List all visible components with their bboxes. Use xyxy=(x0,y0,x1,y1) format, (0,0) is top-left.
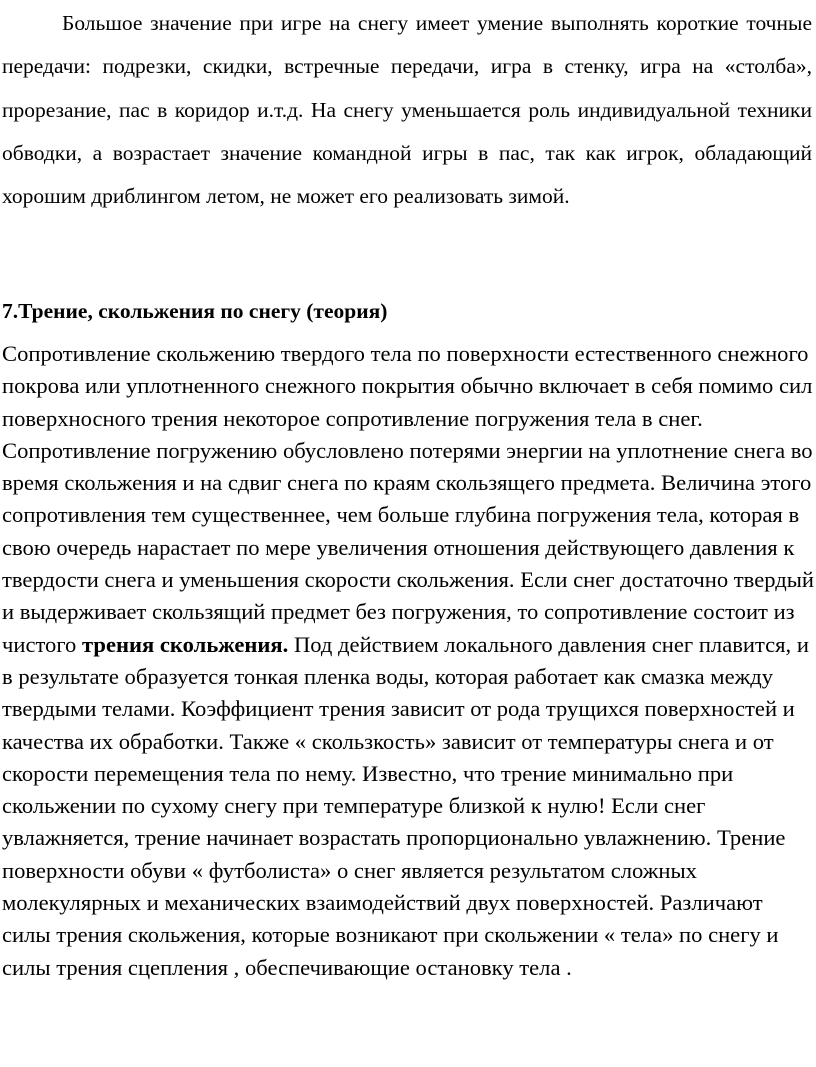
section-heading: 7.Трение, скольжения по снегу (теория) xyxy=(2,299,388,323)
bold-term-sliding-friction: трения скольжения. xyxy=(82,631,289,657)
paragraph-text-part-2: Под действием локального давления снег плавится, и в результате образуется тонкая пленка воды, которая работает как смазка между твердыми телами. Коэффициент трения зависит от рода трущихся поверхностей и качества их обработки. Также « скользкость» зависит от температуры снега и от скорости перемещения тела по нему. Известно, что трение минимально при скольжении по сухому снегу при температуре близкой к нулю! Если снег увлажняется, трение начинает возрастать пропорционально увлажнению. Трение поверхности обуви « футболиста» о снег является результатом сложных молекулярных и механических взаимодействий двух поверхностей. Различают силы трения скольжения, которые возникают при скольжении « тела» по снегу и силы трения сцепления , обеспечивающие остановку тела . xyxy=(2,631,809,980)
paragraph-text-part-1: Сопротивление скольжению твердого тела по поверхности естественного снежного покрова или уплотненного снежного покрытия обычно включает в себя помимо сил поверхносного трения некоторое сопротивление погружения тела в снег. Сопротивление погружению обусловлено потерями энергии на уплотнение снега во время скольжения и на сдвиг снега по краям скользящего предмета. Величина этого сопротивления тем существеннее, чем больше глубина погружения тела, которая в свою очередь нарастает по мере увеличения отношения действующего давления к твердости снега и уменьшения скорости скольжения. Если снег достаточно твердый и выдерживает скользящий предмет без погружения, то сопротивление состоит из чистого xyxy=(2,341,815,657)
paragraph-snow-friction xyxy=(2,338,814,984)
paragraph-winter-passing: Большое значение при игре на снегу имеет умение выполнять короткие точные передачи: подрезки, скидки, встречные передачи, игра в стенку, игра на «столба», прорезание, пас в коридор и.т.д. На снегу уменьшается роль индивидуальной техники обводки, а возрастает значение командной игры в пас, так как игрок, обладающий хорошим дриблингом летом, не может его реализовать зимой. xyxy=(2,11,812,209)
